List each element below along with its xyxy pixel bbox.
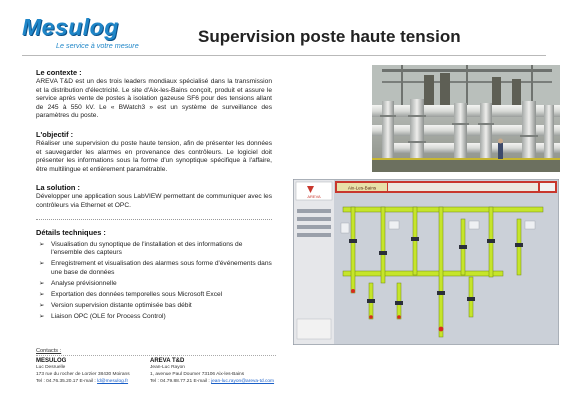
arrow-bullet-icon: ➢ [39,279,45,287]
arrow-bullet-icon: ➢ [39,241,45,248]
objective-paragraph: Réaliser une supervision du poste haute tension, afin de présenter les données et sauvegarder les alarmes en provenance des contrôleurs. Le logiciel doit présenter les informations sous la forme d'un synoptique spécifique à l'affaire, être multilingue et entièrement paramétrable. [36,140,272,173]
arrow-bullet-icon: ➢ [39,260,45,268]
footer-divider [36,355,276,356]
page-title: Supervision poste haute tension [198,27,461,46]
list-item: ➢ Visualisation du synoptique de l'installation et des informations de l'ensemble des capteurs [39,241,243,257]
list-item: ➢ Version supervision distante optimisée bas débit [39,301,192,309]
contact2-person: Jean-Luc Rayon [150,365,185,370]
logo-wordmark: Mesulog [22,14,119,40]
solution-heading: La solution : [36,183,80,192]
list-item: ➢ Analyse prévisionnelle [39,279,117,287]
logo-tagline: Le service à votre mesure [56,41,139,50]
context-heading: Le contexte : [36,68,82,77]
contact1-phone-email: Tel : 04.76.35.20.17 E-mail : ld@mesulog.fr [36,379,129,384]
mesulog-logo [22,14,152,50]
list-item: ➢ Enregistrement et visualisation des alarmes sous forme d'événements dans une base de données [39,260,272,276]
contact2-address: 1, avenue Paul Doumer 73106 Aix-les-Bains [150,372,245,377]
list-item: ➢ Liaison OPC (OLE for Process Control) [39,312,166,320]
arrow-bullet-icon: ➢ [39,312,45,320]
contact1-address: 173 rue du rocher de Lorzier 38430 Moirans [36,372,130,377]
contact2-phone-email: Tel : 04.79.88.77.21 E-mail : jean-luc.rayon@areva-td.com [150,379,275,384]
contacts-label: Contacts : [36,348,62,354]
contact2-company: AREVA T&D [150,358,185,364]
solution-paragraph: Développer une application sous LabVIEW permettant de communiquer avec les contrôleurs via Ethernet et OPC. [36,193,272,209]
contact2-email-link[interactable]: jean-luc.rayon@areva-td.com [211,379,275,384]
arrow-bullet-icon: ➢ [39,301,45,309]
header-divider [22,55,546,56]
list-item: ➢ Exportation des données temporelles sous Microsoft Excel [39,290,223,298]
details-list [36,241,272,324]
app-logo-text: AREVA [307,194,321,199]
contact1-person: Luc Desruelle [36,365,66,370]
details-heading: Détails techniques : [36,228,106,237]
context-paragraph: AREVA T&D est un des trois leaders mondiaux spécialisé dans la transmission et la distribution d'électricité. Le site d'Aix-les-Bains conçoit, produit et assure le service après vente de postes à isolation gazeuse SF6 pour des tensions allant de 245 à 550 kV. Le « BWatch3 » est un système de surveillance des paramètres du poste. [36,78,272,120]
app-header-label: Aix-Les-Bains [347,185,377,191]
labview-app-screenshot [293,179,559,345]
contact1-company: MESULOG [36,358,67,364]
arrow-bullet-icon: ➢ [39,290,45,298]
section-divider [36,219,272,220]
contact1-email-link[interactable]: ld@mesulog.fr [97,379,129,384]
objective-heading: L'objectif : [36,130,74,139]
substation-photo [372,65,560,172]
